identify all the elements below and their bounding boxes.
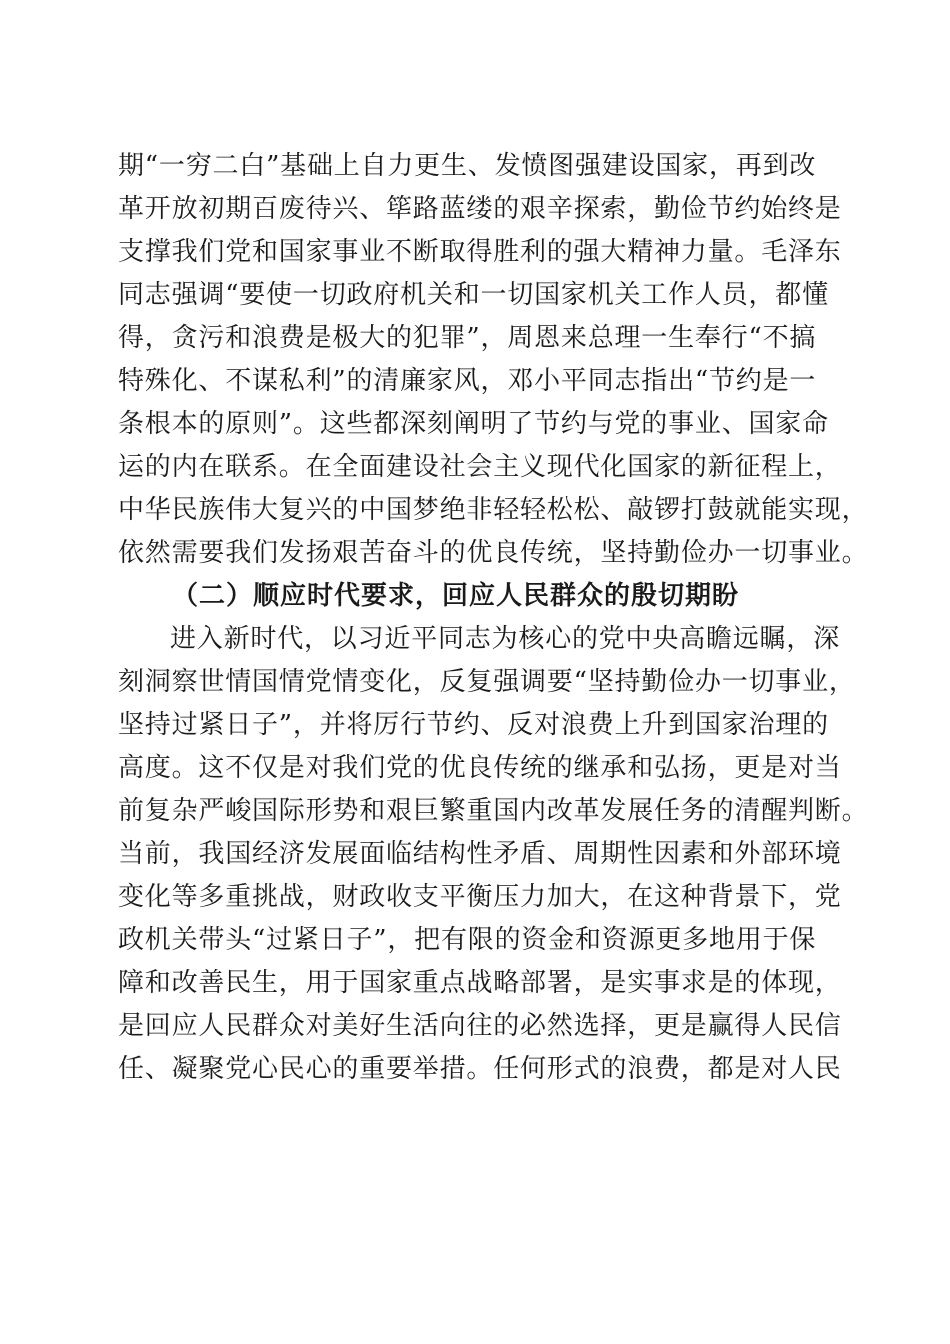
paragraph-1-line-5: 得，贪污和浪费是极大的犯罪”，周恩来总理一生奉行“不搞 (118, 323, 817, 353)
section-heading: （二）顺应时代要求，回应人民群众的殷切期盼 (172, 581, 740, 611)
paragraph-2-line-11: 任、凝聚党心民心的重要举措。任何形式的浪费，都是对人民 (118, 1054, 842, 1084)
paragraph-2-line-7: 变化等多重挑战，财政收支平衡压力加大，在这种背景下，党 (118, 882, 842, 912)
paragraph-1-line-2: 革开放初期百废待兴、筚路蓝缕的艰辛探索，勤俭节约始终是 (118, 194, 842, 224)
paragraph-2-line-9: 障和改善民生，用于国家重点战略部署，是实事求是的体现， (118, 968, 842, 998)
paragraph-2-line-10: 是回应人民群众对美好生活向往的必然选择，更是赢得人民信 (118, 1011, 842, 1041)
paragraph-1-line-1: 期“一穷二白”基础上自力更生、发愤图强建设国家，再到改 (118, 151, 817, 181)
paragraph-2-line-5: 前复杂严峻国际形势和艰巨繁重国内改革发展任务的清醒判断。 (118, 796, 869, 826)
paragraph-1-line-6: 特殊化、不谋私利”的清廉家风，邓小平同志指出“节约是一 (118, 366, 817, 396)
paragraph-1-line-4: 同志强调“要使一切政府机关和一切国家机关工作人员，都懂 (118, 280, 829, 310)
paragraph-1-line-7: 条根本的原则”。这些都深刻阐明了节约与党的事业、国家命 (118, 409, 829, 439)
paragraph-1-line-10: 依然需要我们发扬艰苦奋斗的优良传统，坚持勤俭办一切事业。 (118, 538, 869, 568)
paragraph-2-line-8: 政机关带头“过紧日子”，把有限的资金和资源更多地用于保 (118, 925, 817, 955)
paragraph-2-line-2: 刻洞察世情国情党情变化，反复强调要“坚持勤俭办一切事业， (118, 667, 856, 697)
paragraph-1-line-8: 运的内在联系。在全面建设社会主义现代化国家的新征程上， (118, 452, 842, 482)
paragraph-2-line-6: 当前，我国经济发展面临结构性矛盾、周期性因素和外部环境 (118, 839, 842, 869)
paragraph-2-line-1: 进入新时代，以习近平同志为核心的党中央高瞻远瞩，深 (170, 624, 841, 654)
paragraph-2-line-4: 高度。这不仅是对我们党的优良传统的继承和弘扬，更是对当 (118, 753, 842, 783)
paragraph-2-line-3: 坚持过紧日子”，并将厉行节约、反对浪费上升到国家治理的 (118, 710, 829, 740)
paragraph-1-line-3: 支撑我们党和国家事业不断取得胜利的强大精神力量。毛泽东 (118, 237, 842, 267)
paragraph-1-line-9: 中华民族伟大复兴的中国梦绝非轻轻松松、敲锣打鼓就能实现， (118, 495, 869, 525)
